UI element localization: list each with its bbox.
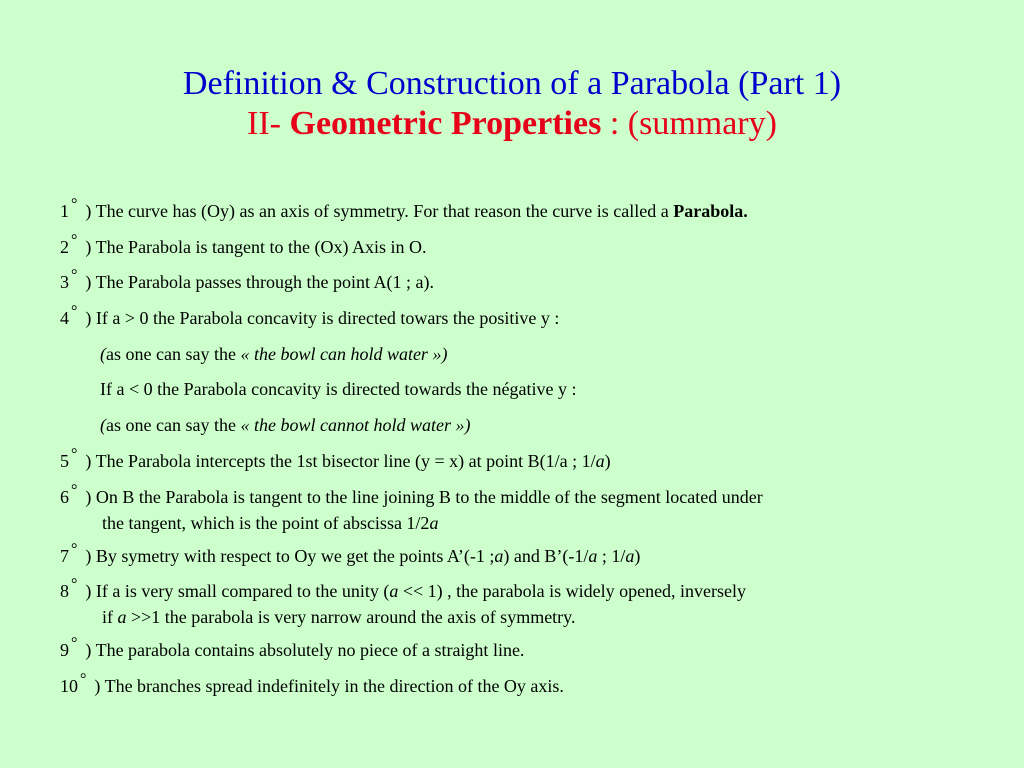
- property-6: [60, 482, 763, 535]
- property-8: [60, 576, 747, 629]
- title-line-2: [0, 104, 1024, 144]
- property-1: [60, 196, 748, 225]
- item-number: 10: [60, 676, 78, 696]
- item-text: ; 1/: [597, 546, 626, 566]
- degree-mark: °: [80, 671, 87, 688]
- item-text: ) On B the Parabola is tangent to the line joining B to the middle of the segment located under: [85, 487, 763, 507]
- title-line-1: Definition & Construction of a Parabola (Part 1): [182, 65, 842, 102]
- item-number: 3: [60, 272, 69, 292]
- item-bold: Parabola.: [673, 201, 748, 221]
- open-paren: (: [100, 344, 106, 364]
- item-text: ) The curve has (Oy) as an axis of symmetry. For that reason the curve is called a: [85, 201, 674, 221]
- item-italic: a: [429, 513, 439, 533]
- property-3: [60, 267, 434, 296]
- item-text: the tangent, which is the point of abscissa 1/2: [102, 513, 430, 533]
- item-text: ) The Parabola intercepts the 1st bisector line (y = x) at point B(1/a ; 1/: [85, 451, 596, 471]
- degree-mark: °: [71, 446, 78, 463]
- item-italic: a: [595, 451, 605, 471]
- item-number: 4: [60, 308, 69, 328]
- item-number: 9: [60, 640, 69, 660]
- item-text: as one can say the: [106, 415, 241, 435]
- item-italic: a: [117, 607, 127, 627]
- property-4-negative: [60, 377, 576, 401]
- item-italic: a: [389, 581, 399, 601]
- item-text: as one can say the: [106, 344, 241, 364]
- item-text: if: [102, 607, 118, 627]
- item-number: 8: [60, 581, 69, 601]
- degree-mark: °: [71, 196, 78, 213]
- item-continuation: [60, 605, 746, 629]
- slide-title: [0, 64, 1024, 144]
- degree-mark: °: [71, 635, 78, 652]
- degree-mark: °: [71, 303, 78, 320]
- item-number: 6: [60, 487, 69, 507]
- property-5: [60, 446, 611, 475]
- item-italic: a: [625, 546, 635, 566]
- item-italic: a: [588, 546, 598, 566]
- item-text: ) The branches spread indefinitely in the direction of the Oy axis.: [94, 676, 564, 696]
- item-italic: « the bowl can hold water »): [240, 344, 448, 364]
- degree-mark: °: [71, 232, 78, 249]
- property-7: [60, 541, 641, 570]
- open-paren: (: [100, 415, 106, 435]
- title-suffix: : (summary): [601, 105, 777, 142]
- item-continuation: [60, 511, 763, 535]
- degree-mark: °: [71, 482, 78, 499]
- title-bold: Geometric Properties: [289, 105, 602, 142]
- item-text: ) The parabola contains absolutely no piece of a straight line.: [85, 640, 525, 660]
- item-text: ): [634, 546, 641, 566]
- item-text: ) The Parabola is tangent to the (Ox) Axis in O.: [85, 237, 427, 257]
- item-italic: « the bowl cannot hold water »): [240, 415, 471, 435]
- property-4-note-positive: [60, 342, 447, 366]
- item-text: ) If a is very small compared to the unity (: [85, 581, 390, 601]
- item-text: >>1 the parabola is very narrow around the axis of symmetry.: [126, 607, 576, 627]
- item-text: ) By symetry with respect to Oy we get the points A’(-1 ;: [85, 546, 495, 566]
- item-number: 1: [60, 201, 69, 221]
- item-number: 2: [60, 237, 69, 257]
- item-text: ) The Parabola passes through the point A(1 ; a).: [85, 272, 434, 292]
- item-text: << 1) , the parabola is widely opened, inversely: [398, 581, 747, 601]
- degree-mark: °: [71, 576, 78, 593]
- degree-mark: °: [71, 267, 78, 284]
- title-prefix: II-: [247, 105, 290, 142]
- item-text: ) If a > 0 the Parabola concavity is directed towars the positive y :: [85, 308, 560, 328]
- property-10: [60, 671, 564, 700]
- degree-mark: °: [71, 541, 78, 558]
- item-text: If a < 0 the Parabola concavity is directed towards the négative y :: [100, 379, 577, 399]
- item-number: 5: [60, 451, 69, 471]
- item-text: ) and B’(-1/: [503, 546, 589, 566]
- property-4: [60, 303, 560, 332]
- item-number: 7: [60, 546, 69, 566]
- item-close: ): [604, 451, 611, 471]
- property-9: [60, 635, 525, 664]
- property-4-note-negative: [60, 413, 470, 437]
- item-italic: a: [494, 546, 504, 566]
- property-2: [60, 232, 427, 261]
